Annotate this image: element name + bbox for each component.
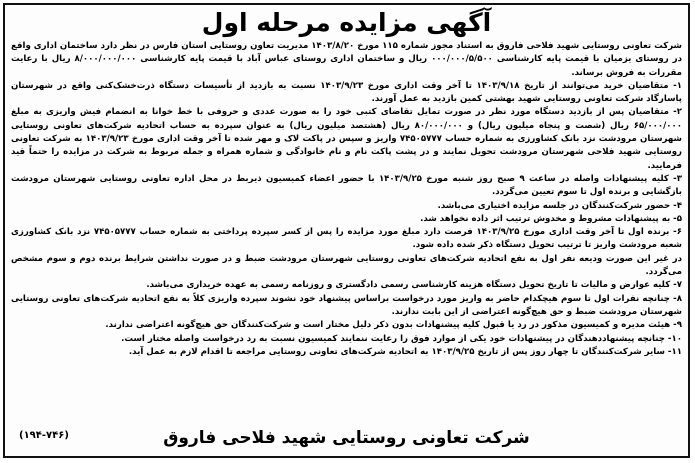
- notice-clause-7: ۷- کلیه عوارض و مالیات تا تاریخ تحویل دستگاه هزینه کارشناسی رسمی دادگستری و روزنامه رسمی به عهده خریداری می‌باشد.: [146, 280, 682, 291]
- notice-clause-6-note: در غیر این صورت ودیعه نفر اول به نفع اتحادیه شرکت‌های تعاونی روستایی شهرستان مرودشت ضبط و در صورت نداشتن شرایط برنده دوم و سوم مشخص می‌گردد.: [11, 253, 682, 278]
- notice-clause-8: ۸- چنانچه نفرات اول تا سوم هیچکدام حاضر به واریز مورد درخواست براساس پیشنهاد خود نشوند سپرده واریزی کلاً به نفع اتحادیه شرکت‌های تعاونی روستایی شهرستان مرودشت ضبط و حق هیچ‌گونه اعتراضی از این بابت ندارند.: [11, 293, 682, 317]
- company-name: شرکت تعاونی روستایی شهید فلاحی فاروق: [163, 428, 530, 448]
- notice-clause-9: ۹- هیئت مدیره و کمیسیون مذکور در رد یا قبول کلیه پیشنهادات بدون ذکر دلیل مختار است و شرکت‌کنندگان حق هیچ‌گونه اعتراضی ندارند.: [105, 320, 682, 331]
- notice-title: آگهی مزایده مرحله اول: [201, 8, 492, 37]
- notice-clause-3: ۳- کلیه پیشنهادات واصله در ساعت ۹ صبح روز شنبه مورخ ۱۴۰۳/۹/۲۵ با حضور اعضاء کمیسیون ذیربط در محل اداره تعاونی روستایی شهرستان مرودشت بازگشایی و برنده اول تا سوم تعیین می‌گردد.: [11, 173, 682, 198]
- notice-clause-6: ۶- برنده اول تا آخر وقت اداری مورخ ۱۴۰۳/۹/۲۵ فرصت دارد مبلغ مورد مزایده را پس از کسر سپرده پرداختی به شماره حساب ۷۴۵۰۵۷۷۷ نزد بانک کشاورزی شعبه مرودشت واریز تا ترتیب تحویل دستگاه ذکر شده داده شود.: [11, 227, 682, 251]
- notice-clause-2: ۲- متقاضیان پس از بازدید دستگاه مورد نظر در صورت تمایل تقاضای کتبی خود را به صورت عددی و حروفی با خط خوانا به انضمام فیش واریزی به مبلغ ۶۵/۰۰۰/۰۰۰ ریال (شصت و پنجاه میلیون ریال) و ۸۰/۰۰۰/۰۰۰ ریال (هشتصد میلیون ریال) به عنوان سپرده به حساب اتحادیه شرکت‌های تعاونی روستایی شهرستان مرودشت نزد بانک کشاورزی به شماره حساب ۷۴۵۰۵۷۷۷ واریز و سپس در پاکت لاک و مهر شده تا آخر وقت اداری مورخ ۱۴۰۳/۹/۲۳ به شرکت تعاونی روستایی شهید فلاحی شهرستان مرودشت تحویل نمایند و در پشت پاکت نام و نام خانوادگی و شماره همراه و جمله مربوط به شرکت در مزایده را حتماً قید فرمایید.: [11, 107, 683, 171]
- reference-code: (۱۹۴-۷۴۶): [19, 430, 69, 441]
- notice-footer: [5, 424, 688, 452]
- notice-clause-5: ۵- به پیشنهادات مشروط و مخدوش ترتیب اثر داده نخواهد شد.: [420, 213, 682, 224]
- notice-intro: شرکت تعاونی روستایی شهید فلاحی فاروق به استناد مجوز شماره ۱۱۵ مورخ ۱۴۰۳/۸/۲۰ مدیریت تعاون روستایی استان فارس در نظر دارد ساختمان اداری واقع در روستای یزمیان با قیمت پایه کارشناسی ۰۰۰/۰۰۰/۵/۵۰۰ ریال و ساختمان اداری روستای عباس آباد با قیمت پایه کارشناسی ۸/۰۰۰/۰۰۰/۰۰۰ ریال با رعایت مقررات به فروش برساند.: [11, 41, 682, 78]
- notice-body: [5, 40, 688, 359]
- auction-notice: [3, 3, 690, 458]
- notice-clause-1: ۱- متقاضیان خرید می‌توانند از تاریخ ۱۴۰۳/۹/۱۸ تا آخر وقت اداری مورخ ۱۴۰۳/۹/۲۳ نسبت به بازدید از تأسیسات دستگاه ذرت‌خشک‌کنی واقع در شهرستان پاسارگاد شرکت تعاونی روستایی شهید بهشتی کمین بازدید به عمل آورند.: [11, 80, 682, 105]
- notice-clause-4: ۴- حضور شرکت‌کنندگان در جلسه مزایده اختیاری می‌باشد.: [437, 200, 682, 211]
- notice-clause-11: ۱۱- سایر شرکت‌کنندگان تا چهار روز پس از تاریخ ۱۴۰۳/۹/۲۵ به اتحادیه شرکت‌های تعاونی روستایی مراجعه تا اقدام لازم به عمل آید.: [128, 346, 682, 357]
- notice-clause-10: ۱۰- چنانچه پیشنهاددهندگان در پیشنهادات خود یکی از موارد فوق را رعایت ننمایند کمیسیون نسبت به رد درخواست واصله مختار است.: [121, 333, 682, 344]
